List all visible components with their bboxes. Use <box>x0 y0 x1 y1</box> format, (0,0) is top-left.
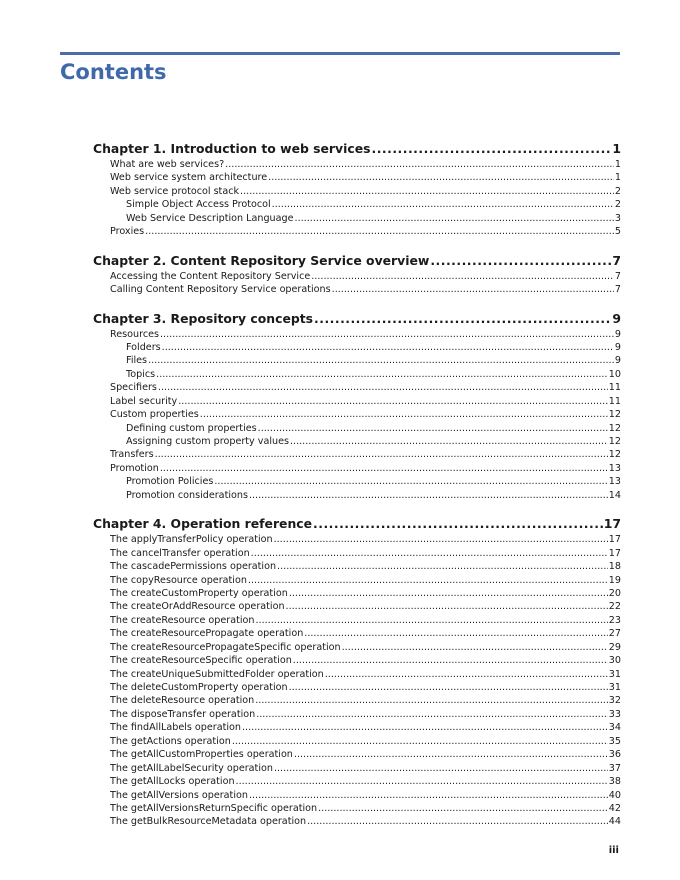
toc-section-link[interactable] <box>93 721 621 734</box>
entry-page-number: 30 <box>608 655 621 667</box>
toc-section-link[interactable] <box>93 735 621 748</box>
toc-chapter <box>93 140 621 239</box>
toc-section-link[interactable] <box>93 748 621 761</box>
toc-section-link[interactable] <box>93 560 621 573</box>
entry-page-number: 20 <box>608 587 621 599</box>
toc-section-link[interactable] <box>93 533 621 546</box>
entry-page-number: 42 <box>608 802 621 814</box>
toc-section-link[interactable] <box>93 395 621 408</box>
dot-leader <box>307 815 608 828</box>
dot-leader <box>272 198 614 211</box>
entry-title: Transfers <box>110 449 154 461</box>
dot-leader <box>372 140 612 158</box>
entry-page-number: 9 <box>614 355 621 367</box>
dot-leader <box>332 283 614 296</box>
entry-page-number: 27 <box>608 628 621 640</box>
entry-page-number: 1 <box>614 172 621 184</box>
dot-leader <box>242 721 608 734</box>
dot-leader <box>240 185 614 198</box>
entry-title: Web Service Description Language <box>126 212 294 224</box>
entry-title: Resources <box>110 328 159 340</box>
entry-title: The createResourcePropagate operation <box>110 628 304 640</box>
toc-section-link[interactable] <box>93 408 621 421</box>
dot-leader <box>255 614 607 627</box>
entry-title: The createResourcePropagateSpecific operation <box>110 641 341 653</box>
entry-title: Promotion considerations <box>126 489 248 501</box>
entry-title: Web service system architecture <box>110 172 268 184</box>
entry-title: Specifiers <box>110 382 157 394</box>
dot-leader <box>249 489 608 502</box>
dot-leader <box>304 627 608 640</box>
dot-leader <box>155 448 608 461</box>
toc-section-link[interactable] <box>93 708 621 721</box>
dot-leader <box>274 762 608 775</box>
dot-leader <box>225 158 614 171</box>
entry-page-number: 14 <box>608 489 621 501</box>
entry-page-number: 37 <box>608 762 621 774</box>
toc-section-link[interactable] <box>93 462 621 475</box>
entry-title: Promotion <box>110 462 159 474</box>
entry-page-number: 17 <box>608 547 621 559</box>
entry-page-number: 35 <box>608 735 621 747</box>
chapter-page-number: 17 <box>603 516 621 532</box>
entry-title: The cascadePermissions operation <box>110 561 277 573</box>
entry-page-number: 19 <box>608 574 621 586</box>
entry-title: The deleteCustomProperty operation <box>110 682 288 693</box>
entry-title: The createUniqueSubmittedFolder operation <box>110 668 324 680</box>
entry-page-number: 11 <box>608 382 621 394</box>
dot-leader <box>295 212 614 225</box>
toc-subsection-link[interactable] <box>93 354 621 367</box>
chapter-spacer <box>93 502 621 515</box>
entry-title: Files <box>126 355 148 367</box>
dot-leader <box>313 515 603 533</box>
toc-subsection-link[interactable] <box>93 212 621 225</box>
entry-title: The createCustomProperty operation <box>110 587 288 599</box>
chapter-title: Chapter 2. Content Repository Service overview <box>93 252 430 268</box>
entry-page-number: 13 <box>608 476 621 488</box>
dot-leader <box>160 328 614 341</box>
toc-section-link[interactable] <box>93 641 621 654</box>
toc-section-link[interactable] <box>93 762 621 775</box>
toc-chapter <box>93 310 621 503</box>
chapter-spacer <box>93 297 621 310</box>
entry-page-number: 18 <box>608 561 621 573</box>
toc-section-link[interactable] <box>93 574 621 587</box>
toc-subsection-link[interactable] <box>93 489 621 502</box>
entry-page-number: 9 <box>614 328 621 340</box>
toc-section-link[interactable] <box>93 547 621 560</box>
entry-page-number: 12 <box>608 409 621 421</box>
chapter-page-number: 9 <box>612 310 621 326</box>
chapter-heading-link[interactable] <box>93 252 621 270</box>
entry-page-number: 1 <box>614 159 621 170</box>
dot-leader <box>200 408 608 421</box>
dot-leader <box>158 381 608 394</box>
entry-page-number: 17 <box>608 534 621 546</box>
chapter-heading-link[interactable] <box>93 515 621 533</box>
entry-page-number: 12 <box>608 449 621 461</box>
dot-leader <box>256 708 608 721</box>
toc-subsection-link[interactable] <box>93 198 621 211</box>
entry-title: Promotion Policies <box>126 476 214 488</box>
page-title: Contents <box>60 60 167 84</box>
entry-page-number: 38 <box>608 776 621 788</box>
toc-subsection-link[interactable] <box>93 368 621 381</box>
entry-page-number: 13 <box>608 462 621 474</box>
dot-leader <box>162 341 614 354</box>
toc-section-link[interactable] <box>93 789 621 802</box>
toc-section-link[interactable] <box>93 270 621 283</box>
dot-leader <box>148 354 614 367</box>
dot-leader <box>249 789 608 802</box>
entry-title: The getAllVersionsReturnSpecific operation <box>110 802 318 814</box>
toc-section-link[interactable] <box>93 587 621 600</box>
entry-page-number: 34 <box>608 722 621 734</box>
entry-page-number: 29 <box>608 641 621 653</box>
toc-subsection-link[interactable] <box>93 475 621 488</box>
toc-chapter <box>93 515 621 829</box>
toc-chapter <box>93 252 621 297</box>
entry-title: The getAllVersions operation <box>110 789 248 801</box>
toc-section-link[interactable] <box>93 171 621 184</box>
entry-title: The copyResource operation <box>110 574 247 586</box>
dot-leader <box>160 462 608 475</box>
dot-leader <box>342 641 608 654</box>
entry-page-number: 40 <box>608 789 621 801</box>
page-number: iii <box>608 845 619 856</box>
dot-leader <box>232 735 608 748</box>
entry-title: The getActions operation <box>110 735 231 747</box>
chapter-title: Chapter 3. Repository concepts <box>93 310 314 326</box>
entry-title: The getBulkResourceMetadata operation <box>110 816 307 828</box>
toc-section-link[interactable] <box>93 158 621 171</box>
entry-page-number: 5 <box>614 226 621 238</box>
entry-page-number: 12 <box>608 436 621 447</box>
dot-leader <box>286 600 608 613</box>
entry-title: Folders <box>126 341 161 353</box>
entry-page-number: 44 <box>608 816 621 828</box>
chapter-page-number: 7 <box>612 252 621 268</box>
entry-page-number: 7 <box>614 270 621 282</box>
entry-page-number: 9 <box>614 341 621 353</box>
dot-leader <box>311 270 614 283</box>
entry-title: Proxies <box>110 226 145 238</box>
dot-leader <box>314 310 611 328</box>
entry-page-number: 32 <box>608 695 621 707</box>
entry-page-number: 3 <box>614 212 621 224</box>
chapter-heading-link[interactable] <box>93 310 621 328</box>
dot-leader <box>289 587 608 600</box>
chapter-title: Chapter 4. Operation reference <box>93 516 313 532</box>
entry-title: Web service protocol stack <box>110 185 240 197</box>
toc-section-link[interactable] <box>93 802 621 815</box>
toc-section-link[interactable] <box>93 614 621 627</box>
entry-page-number: 23 <box>608 614 621 626</box>
entry-page-number: 12 <box>608 422 621 434</box>
entry-title: The disposeTransfer operation <box>110 708 256 720</box>
dot-leader <box>274 533 608 546</box>
toc-section-link[interactable] <box>93 654 621 667</box>
entry-title: Custom properties <box>110 409 199 421</box>
dot-leader <box>145 225 614 238</box>
toc-section-link[interactable] <box>93 381 621 394</box>
toc-subsection-link[interactable] <box>93 435 621 448</box>
chapter-heading-link[interactable] <box>93 140 621 158</box>
entry-title: The createResourceSpecific operation <box>110 655 292 667</box>
entry-title: The getAllLabelSecurity operation <box>110 762 273 774</box>
entry-title: Assigning custom property values <box>126 436 289 447</box>
dot-leader <box>293 654 608 667</box>
entry-title: Topics <box>126 368 156 380</box>
toc-section-link[interactable] <box>93 668 621 681</box>
dot-leader <box>268 171 614 184</box>
entry-title: The createResource operation <box>110 614 255 626</box>
entry-title: The deleteResource operation <box>110 695 255 707</box>
entry-title: The getAllCustomProperties operation <box>110 749 293 761</box>
toc-section-link[interactable] <box>93 185 621 198</box>
entry-title: The findAllLabels operation <box>110 722 241 734</box>
toc-section-link[interactable] <box>93 775 621 788</box>
entry-page-number: 11 <box>608 395 621 407</box>
toc-section-link[interactable] <box>93 627 621 640</box>
toc-section-link[interactable] <box>93 328 621 341</box>
toc-subsection-link[interactable] <box>93 422 621 435</box>
entry-page-number: 31 <box>608 682 621 693</box>
chapter-page-number: 1 <box>612 141 621 156</box>
chapter-spacer <box>93 239 621 252</box>
dot-leader <box>258 422 608 435</box>
dot-leader <box>277 560 608 573</box>
entry-page-number: 33 <box>608 708 621 720</box>
dot-leader <box>214 475 607 488</box>
toc-subsection-link[interactable] <box>93 341 621 354</box>
chapter-title: Chapter 1. Introduction to web services <box>93 141 371 156</box>
dot-leader <box>294 748 608 761</box>
toc-section-link[interactable] <box>93 681 621 694</box>
entry-page-number: 22 <box>608 601 621 613</box>
dot-leader <box>156 368 608 381</box>
entry-title: The getAllLocks operation <box>110 776 235 788</box>
toc-section-link[interactable] <box>93 694 621 707</box>
dot-leader <box>178 395 608 408</box>
toc-section-link[interactable] <box>93 225 621 238</box>
toc-section-link[interactable] <box>93 815 621 828</box>
toc-section-link[interactable] <box>93 600 621 613</box>
dot-leader <box>290 435 608 448</box>
dot-leader <box>251 547 608 560</box>
entry-title: Simple Object Access Protocol <box>126 199 271 211</box>
entry-title: Accessing the Content Repository Service <box>110 270 311 282</box>
dot-leader <box>289 681 608 694</box>
header-rule <box>60 52 620 55</box>
dot-leader <box>430 252 611 270</box>
entry-title: The cancelTransfer operation <box>110 547 250 559</box>
toc-section-link[interactable] <box>93 283 621 296</box>
entry-title: The createOrAddResource operation <box>110 601 285 613</box>
dot-leader <box>325 668 608 681</box>
entry-page-number: 36 <box>608 749 621 761</box>
dot-leader <box>318 802 608 815</box>
toc-section-link[interactable] <box>93 448 621 461</box>
dot-leader <box>236 775 608 788</box>
entry-title: Defining custom properties <box>126 422 257 434</box>
entry-title: Calling Content Repository Service operations <box>110 284 331 296</box>
entry-title: What are web services? <box>110 159 225 170</box>
entry-page-number: 31 <box>608 668 621 680</box>
entry-title: The applyTransferPolicy operation <box>110 534 273 546</box>
dot-leader <box>255 694 608 707</box>
entry-page-number: 2 <box>614 199 621 211</box>
entry-page-number: 10 <box>608 368 621 380</box>
dot-leader <box>248 574 608 587</box>
entry-page-number: 2 <box>614 185 621 197</box>
table-of-contents <box>93 140 621 829</box>
entry-title: Label security <box>110 395 178 407</box>
entry-page-number: 7 <box>614 284 621 296</box>
